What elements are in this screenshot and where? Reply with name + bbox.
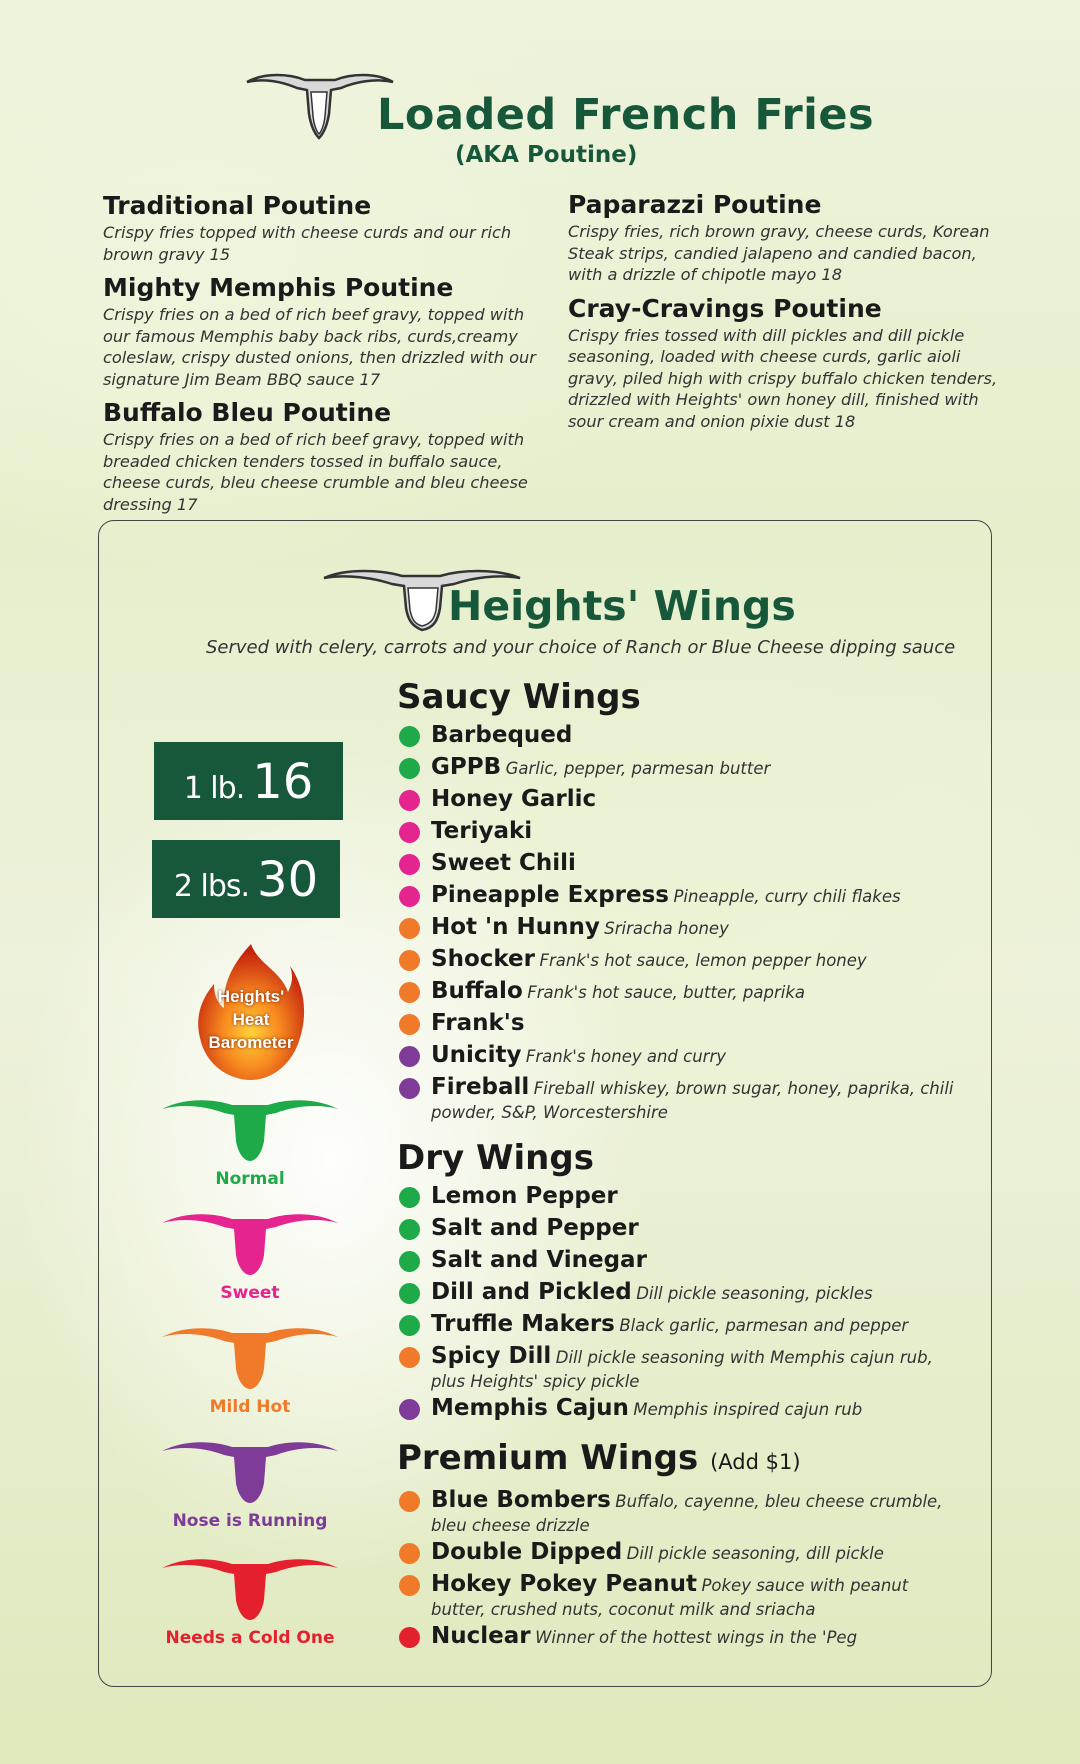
fries-title: Loaded French Fries — [377, 90, 875, 140]
menu-item — [568, 293, 1008, 433]
wing-description: Sriracha honey — [604, 919, 729, 938]
wing-name: Dill and Pickled — [431, 1279, 632, 1305]
fries-header — [245, 68, 875, 178]
heat-level-label: Normal — [215, 1169, 285, 1189]
heat-level-label: Sweet — [220, 1283, 280, 1303]
item-description: Crispy fries, rich brown gravy, cheese curds, Korean Steak strips, candied jalapeno and candied bacon, with a drizzle of chipotle mayo 18 — [568, 222, 990, 284]
wing-description: Buffalo, cayenne, bleu cheese crumble, bleu cheese drizzle — [431, 1492, 943, 1535]
heat-dot-icon — [399, 1187, 420, 1208]
wing-item — [397, 751, 957, 783]
wing-item — [397, 847, 957, 879]
heat-level-nose-running — [160, 1437, 340, 1531]
wing-name: Barbequed — [431, 722, 573, 748]
wing-item — [397, 1071, 957, 1123]
wings-title: Heights' Wings — [448, 582, 796, 630]
heat-level-mild-hot — [160, 1323, 340, 1417]
dry-wings-section — [397, 1136, 957, 1424]
wing-item — [397, 1392, 957, 1424]
wing-item — [397, 1308, 957, 1340]
wing-item — [397, 1620, 957, 1652]
heat-dot-icon — [399, 1399, 420, 1420]
item-description: Crispy fries on a bed of rich beef gravy, topped with our famous Memphis baby back ribs, curds,creamy coleslaw, crispy dusted onions, then drizzled with our signature Jim Beam BBQ sauce 17 — [103, 305, 536, 389]
menu-item — [103, 190, 543, 265]
wing-name: Hokey Pokey Peanut — [431, 1571, 697, 1597]
item-description: Crispy fries topped with cheese curds and our rich brown gravy 15 — [103, 223, 512, 264]
wing-name: Buffalo — [431, 978, 523, 1004]
wing-item — [397, 719, 957, 751]
heat-barometer-label — [196, 985, 306, 1054]
wing-description: Fireball whiskey, brown sugar, honey, paprika, chili powder, S&P, Worcestershire — [431, 1079, 954, 1122]
wing-description: Black garlic, parmesan and pepper — [619, 1316, 909, 1335]
saucy-wings-section — [397, 675, 957, 1123]
wing-description: Garlic, pepper, parmesan butter — [505, 759, 771, 778]
menu-item — [103, 272, 543, 390]
wing-description: Pokey sauce with peanut butter, crushed nuts, coconut milk and sriacha — [431, 1576, 909, 1619]
longhorn-icon — [160, 1095, 340, 1163]
heat-dot-icon — [399, 1627, 420, 1648]
item-name: Traditional Poutine — [103, 191, 372, 220]
longhorn-icon — [160, 1554, 340, 1622]
wing-name: Unicity — [431, 1042, 522, 1068]
heat-dot-icon — [399, 1014, 420, 1035]
wing-item — [397, 1212, 957, 1244]
wing-name: Memphis Cajun — [431, 1395, 629, 1421]
wing-name: Double Dipped — [431, 1539, 623, 1565]
wing-item — [397, 943, 957, 975]
heat-dot-icon — [399, 950, 420, 971]
longhorn-icon — [160, 1437, 340, 1505]
barometer-line: Heat — [232, 1010, 270, 1029]
wing-description: Frank's honey and curry — [525, 1047, 727, 1066]
fries-subtitle: (AKA Poutine) — [455, 142, 638, 168]
wing-name: Salt and Pepper — [431, 1215, 639, 1241]
wing-name: Nuclear — [431, 1623, 531, 1649]
wing-description: Winner of the hottest wings in the 'Peg — [535, 1628, 858, 1647]
price-badge — [154, 742, 343, 820]
heat-dot-icon — [399, 1315, 420, 1336]
poutine-column-right — [568, 189, 1008, 439]
longhorn-icon — [160, 1209, 340, 1277]
price-quantity: 2 lbs. — [173, 869, 250, 904]
wing-item — [397, 1276, 957, 1308]
wing-name: Spicy Dill — [431, 1343, 552, 1369]
heat-dot-icon — [399, 758, 420, 779]
wing-item — [397, 1039, 957, 1071]
wing-description: Pineapple, curry chili flakes — [673, 887, 901, 906]
heat-dot-icon — [399, 1283, 420, 1304]
section-title — [397, 1436, 957, 1484]
price-badge — [152, 840, 340, 918]
premium-wings-section — [397, 1436, 957, 1652]
heat-dot-icon — [399, 1491, 420, 1512]
heat-dot-icon — [399, 1219, 420, 1240]
section-note: (Add $1) — [710, 1450, 801, 1474]
item-description: Crispy fries on a bed of rich beef gravy, topped with breaded chicken tenders tossed in buffalo sauce, cheese curds, bleu cheese crumble and bleu cheese dressing 17 — [103, 430, 528, 514]
section-title-text: Premium Wings — [397, 1438, 699, 1478]
longhorn-logo-icon — [245, 68, 395, 142]
heat-dot-icon — [399, 982, 420, 1003]
wing-name: Frank's — [431, 1010, 525, 1036]
wing-item — [397, 1484, 957, 1536]
wing-item — [397, 1180, 957, 1212]
wing-name: Lemon Pepper — [431, 1183, 618, 1209]
price-quantity: 1 lb. — [183, 771, 245, 806]
heat-level-cold-one — [160, 1554, 340, 1648]
wing-item — [397, 815, 957, 847]
wing-name: Sweet Chili — [431, 850, 576, 876]
wing-description: Dill pickle seasoning with Memphis cajun rub, plus Heights' spicy pickle — [431, 1348, 933, 1391]
heat-dot-icon — [399, 790, 420, 811]
price-value: 30 — [257, 852, 319, 908]
item-name: Buffalo Bleu Poutine — [103, 398, 392, 427]
wing-name: Teriyaki — [431, 818, 533, 844]
wing-description: Memphis inspired cajun rub — [633, 1400, 863, 1419]
wing-name: Honey Garlic — [431, 786, 597, 812]
heat-dot-icon — [399, 1078, 420, 1099]
wing-item — [397, 1244, 957, 1276]
menu-item — [568, 189, 1008, 286]
wing-item — [397, 1007, 957, 1039]
wing-item — [397, 879, 957, 911]
longhorn-icon — [160, 1323, 340, 1391]
wing-item — [397, 1340, 957, 1392]
wing-name: Truffle Makers — [431, 1311, 615, 1337]
heat-dot-icon — [399, 1347, 420, 1368]
wing-name: Salt and Vinegar — [431, 1247, 647, 1273]
section-title: Dry Wings — [397, 1138, 594, 1178]
barometer-line: Barometer — [208, 1033, 294, 1052]
wing-name: Fireball — [431, 1074, 530, 1100]
heat-dot-icon — [399, 1251, 420, 1272]
heat-dot-icon — [399, 822, 420, 843]
wing-name: Shocker — [431, 946, 535, 972]
barometer-line: Heights' — [217, 987, 285, 1006]
wing-item — [397, 783, 957, 815]
heat-level-label: Needs a Cold One — [165, 1628, 335, 1648]
wing-name: GPPB — [431, 754, 502, 780]
heat-dot-icon — [399, 1543, 420, 1564]
wing-name: Hot 'n Hunny — [431, 914, 600, 940]
wing-item — [397, 1536, 957, 1568]
wings-header — [322, 566, 822, 636]
heat-dot-icon — [399, 1046, 420, 1067]
item-description: Crispy fries tossed with dill pickles and dill pickle seasoning, loaded with cheese curds, garlic aioli gravy, piled high with crispy buffalo chicken tenders, drizzled with Heights' own honey dill, finished with sour cream and onion pixie dust 18 — [568, 325, 998, 431]
heat-level-label: Mild Hot — [209, 1397, 291, 1417]
wing-description: Dill pickle seasoning, dill pickle — [626, 1544, 884, 1563]
section-title: Saucy Wings — [397, 677, 641, 717]
wing-item — [397, 911, 957, 943]
wing-item — [397, 975, 957, 1007]
wing-name: Pineapple Express — [431, 882, 669, 908]
heat-level-label: Nose is Running — [172, 1511, 328, 1531]
item-name: Paparazzi Poutine — [568, 190, 822, 219]
heat-level-normal — [160, 1095, 340, 1189]
wing-description: Dill pickle seasoning, pickles — [636, 1284, 873, 1303]
heat-dot-icon — [399, 1575, 420, 1596]
heat-dot-icon — [399, 726, 420, 747]
wing-description: Frank's hot sauce, butter, paprika — [527, 983, 805, 1002]
menu-item — [103, 397, 543, 515]
wing-description: Frank's hot sauce, lemon pepper honey — [539, 951, 867, 970]
heat-dot-icon — [399, 854, 420, 875]
poutine-column-left — [103, 190, 543, 522]
wings-subtitle: Served with celery, carrots and your choice of Ranch or Blue Cheese dipping sauce — [206, 637, 956, 658]
wing-item — [397, 1568, 957, 1620]
heat-level-sweet — [160, 1209, 340, 1303]
heat-dot-icon — [399, 918, 420, 939]
item-name: Cray-Cravings Poutine — [568, 293, 882, 323]
heat-dot-icon — [399, 886, 420, 907]
item-name: Mighty Memphis Poutine — [103, 273, 454, 302]
wing-name: Blue Bombers — [431, 1487, 611, 1513]
price-value: 16 — [252, 754, 314, 810]
